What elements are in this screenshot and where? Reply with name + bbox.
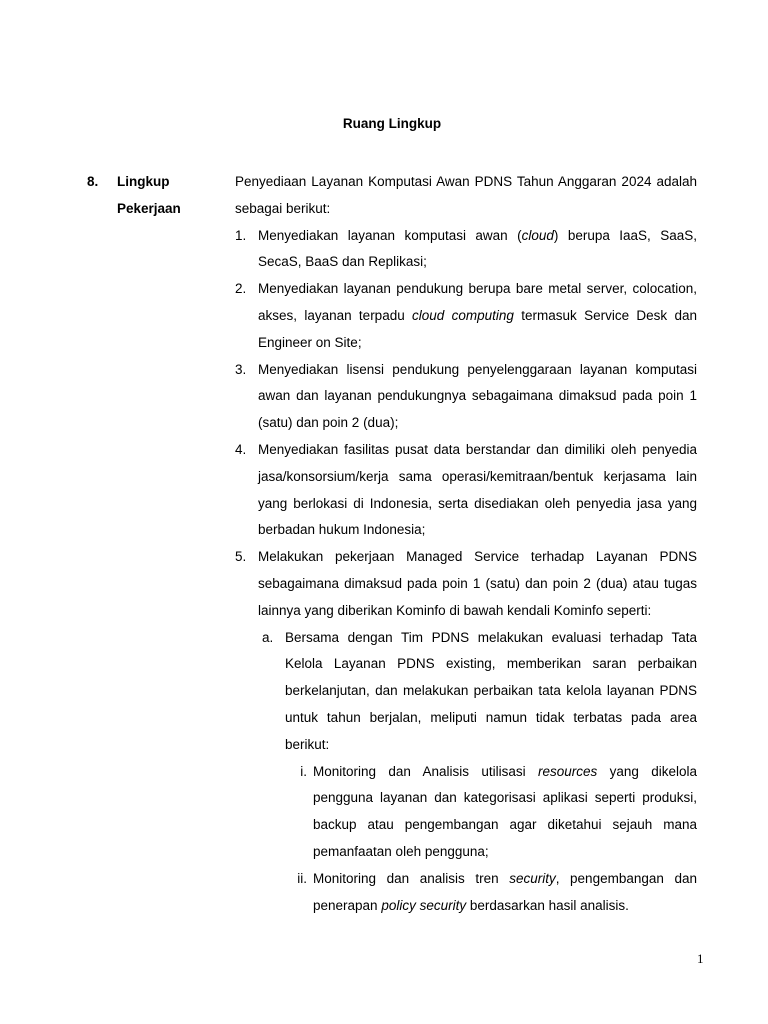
subsub-list-item-italic: security xyxy=(509,870,556,886)
section-label-line1: Lingkup xyxy=(117,174,170,189)
subsub-list-item xyxy=(235,759,697,866)
list-item xyxy=(235,544,697,624)
list-marker: 1. xyxy=(235,227,247,243)
subsub-list-marker: ii. xyxy=(297,870,307,886)
sub-list-marker: a. xyxy=(262,629,274,645)
subsub-list-item-italic: policy security xyxy=(381,897,467,913)
list-item xyxy=(235,276,697,356)
list-item xyxy=(235,223,697,277)
list-item-italic: cloud xyxy=(521,227,554,243)
sub-list-item-text: Bersama dengan Tim PDNS melakukan evaluasi terhadap Tata Kelola Layanan PDNS existing, memberikan saran perbaikan berkelanjutan, dan melakukan perbaikan tata kelola layanan PDNS untuk tahun berjalan, meliputi namun tidak terbatas pada area berikut: xyxy=(285,629,697,752)
subsub-list-item-italic: resources xyxy=(537,763,598,779)
list-item-text: Menyediakan fasilitas pusat data berstandar dan dimiliki oleh penyedia jasa/konsorsium/kerja sama operasi/kemitraan/bentuk kerjasama lain yang berlokasi di Indonesia, serta disediakan oleh penyedia jasa yang berbadan hukum Indonesia; xyxy=(258,441,697,538)
sub-list-item xyxy=(235,625,697,759)
list-marker: 3. xyxy=(235,361,247,377)
list-item-text: termasuk Service Desk dan Engineer on Site; xyxy=(258,307,697,350)
subsub-list-item-text: berdasarkan hasil analisis. xyxy=(466,897,629,913)
list-item-text: Menyediakan layanan komputasi awan ( xyxy=(258,227,522,243)
section-number: 8. xyxy=(87,174,99,189)
subsub-list-item xyxy=(235,866,697,920)
list-item-italic: cloud computing xyxy=(412,307,514,323)
subsub-list-item-text: Monitoring dan analisis tren xyxy=(313,870,510,886)
section-label xyxy=(117,169,181,223)
page-number: 1 xyxy=(697,951,704,966)
subsub-list-marker: i. xyxy=(300,763,307,779)
subsub-list-item-text: Monitoring dan Analisis utilisasi xyxy=(313,763,538,779)
list-item xyxy=(235,357,697,437)
list-marker: 4. xyxy=(235,441,247,457)
list-item-text: Melakukan pekerjaan Managed Service terhadap Layanan PDNS sebagaimana dimaksud pada poin 1 (satu) dan poin 2 (dua) atau tugas lainnya yang diberikan Kominfo di bawah kendali Kominfo seperti: xyxy=(258,549,697,618)
list-item-text: Menyediakan layanan pendukung berupa bare metal server, colocation, akses, layanan terpadu xyxy=(258,281,697,323)
list-item xyxy=(235,437,697,544)
subsub-list-item-text: , pengembangan dan penerapan xyxy=(313,870,697,913)
intro-paragraph: Penyediaan Layanan Komputasi Awan PDNS Tahun Anggaran 2024 adalah sebagai berikut: xyxy=(235,174,697,216)
list-item-text: Menyediakan lisensi pendukung penyelenggaraan layanan komputasi awan dan layanan pendukungnya sebagaimana dimaksud pada poin 1 (satu) dan poin 2 (dua); xyxy=(258,361,697,431)
list-marker: 5. xyxy=(235,549,247,565)
page-title: Ruang Lingkup xyxy=(342,116,442,131)
list-item-text: ) berupa IaaS, SaaS, SecaS, BaaS dan Replikasi; xyxy=(258,227,698,270)
section-label-line2: Pekerjaan xyxy=(117,200,181,216)
section-content xyxy=(235,169,697,919)
list-marker: 2. xyxy=(235,281,247,297)
subsub-list-item-text: yang dikelola pengguna layanan dan kategorisasi aplikasi seperti produksi, backup atau pengembangan agar diketahui sejauh mana pemanfaatan oleh pengguna; xyxy=(313,763,697,859)
